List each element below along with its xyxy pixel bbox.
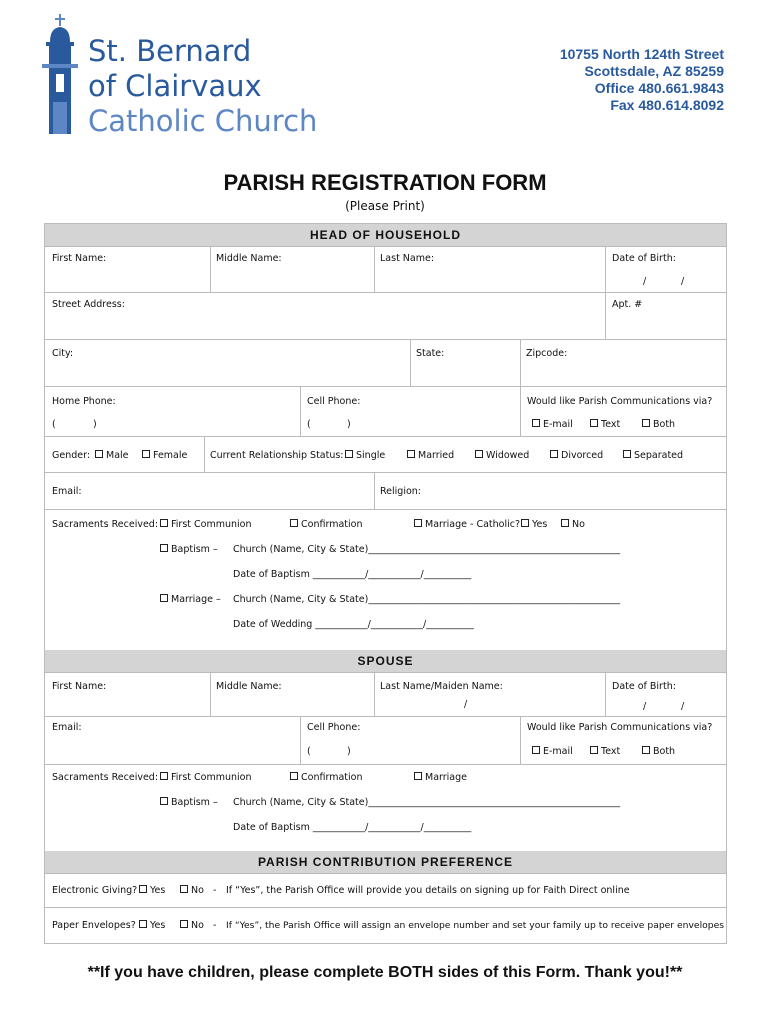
electronic-giving-label: Electronic Giving? [52, 885, 138, 896]
baptism-church-line[interactable]: Church (Name, City & State)_____________________________________________________ [233, 544, 621, 555]
checkbox[interactable] [142, 450, 150, 458]
option-label: Both [653, 746, 676, 757]
spouse-dob-label: Date of Birth: [612, 681, 676, 692]
paper-envelopes-label: Paper Envelopes? [52, 920, 136, 931]
apt-label: Apt. # [612, 299, 643, 310]
spouse-comm-both-option[interactable] [642, 746, 675, 757]
church-name-line3: Catholic Church [88, 104, 318, 138]
option-label: Female [153, 450, 188, 461]
head-of-household-header: HEAD OF HOUSEHOLD [45, 224, 726, 246]
option-label: Male [106, 450, 129, 461]
checkbox[interactable] [532, 419, 540, 427]
religion-label: Religion: [380, 486, 422, 497]
spouse-dob-slash: / [681, 701, 685, 712]
option-label: Text [601, 419, 621, 430]
option-label: No [191, 885, 204, 896]
spouse-cell-phone-label: Cell Phone: [307, 722, 361, 733]
option-label: No [191, 920, 204, 931]
checkbox[interactable] [139, 920, 147, 928]
paren-open: ( [307, 746, 311, 757]
spouse-email-label: Email: [52, 722, 82, 733]
checkbox[interactable] [521, 519, 529, 527]
checkbox[interactable] [407, 450, 415, 458]
spouse-confirmation-option[interactable] [290, 772, 362, 783]
checkbox[interactable] [139, 885, 147, 893]
checkbox[interactable] [561, 519, 569, 527]
separator-dash: - [213, 920, 217, 931]
sacraments-label: Sacraments Received: [52, 519, 159, 530]
status-widowed-option[interactable] [475, 450, 529, 461]
form-title: PARISH REGISTRATION FORM [223, 170, 547, 195]
spouse-dob-slash: / [643, 701, 647, 712]
email-label: Email: [52, 486, 82, 497]
option-label: Yes [150, 885, 166, 896]
option-label: Baptism – [171, 797, 218, 808]
paren-close: ) [347, 746, 351, 757]
spouse-middle-name-label: Middle Name: [216, 681, 282, 692]
option-label: Marriage - Catholic? [425, 519, 521, 530]
cell-phone-label: Cell Phone: [307, 396, 361, 407]
checkbox[interactable] [414, 519, 422, 527]
zipcode-label: Zipcode: [526, 348, 568, 359]
address-street: 10755 North 124th Street [559, 46, 724, 62]
option-label: Married [418, 450, 455, 461]
checkbox[interactable] [623, 450, 631, 458]
baptism-date-line[interactable]: Date of Baptism ___________/___________/__________ [233, 569, 472, 580]
spouse-last-name-label: Last Name/Maiden Name: [380, 681, 503, 692]
spouse-name-slash: / [464, 699, 468, 710]
paper-note: If “Yes”, the Parish Office will assign an envelope number and set your family up to receive paper envelopes [226, 920, 725, 931]
spouse-marriage-option[interactable] [414, 772, 467, 783]
middle-name-label: Middle Name: [216, 253, 282, 264]
checkbox[interactable] [180, 885, 188, 893]
paper-yes-option[interactable] [139, 920, 165, 931]
option-label: First Communion [171, 519, 252, 530]
spouse-comm-email-option[interactable] [532, 746, 573, 757]
option-label: Widowed [486, 450, 530, 461]
confirmation-option[interactable] [290, 519, 362, 530]
comm-both-option[interactable] [642, 419, 675, 430]
option-label: No [572, 519, 585, 530]
marriage-option[interactable] [160, 594, 221, 605]
paren-open: ( [307, 419, 311, 430]
address-fax: Fax 480.614.8092 [610, 97, 724, 113]
checkbox[interactable] [290, 519, 298, 527]
electronic-yes-option[interactable] [139, 885, 165, 896]
spouse-baptism-option[interactable] [160, 797, 218, 808]
communications-label: Would like Parish Communications via? [527, 396, 713, 407]
marriage-church-line[interactable]: Church (Name, City & State)_____________________________________________________ [233, 594, 621, 605]
checkbox[interactable] [160, 772, 168, 780]
state-label: State: [416, 348, 445, 359]
dob-label: Date of Birth: [612, 253, 676, 264]
checkbox[interactable] [475, 450, 483, 458]
address-office: Office 480.661.9843 [594, 80, 724, 96]
checkbox[interactable] [642, 419, 650, 427]
comm-email-option[interactable] [532, 419, 573, 430]
footer-note: **If you have children, please complete BOTH sides of this Form. Thank you!** [87, 964, 683, 981]
status-single-option[interactable] [345, 450, 385, 461]
spouse-baptism-date-line[interactable]: Date of Baptism ___________/___________/__________ [233, 822, 472, 833]
option-label: Marriage [425, 772, 467, 783]
contribution-header: PARISH CONTRIBUTION PREFERENCE [45, 851, 726, 873]
option-label: Yes [150, 920, 166, 931]
checkbox[interactable] [414, 772, 422, 780]
gender-male-option[interactable] [95, 450, 129, 461]
home-phone-label: Home Phone: [52, 396, 116, 407]
marriage-catholic-yes[interactable] [521, 519, 547, 530]
spouse-header: SPOUSE [45, 650, 726, 672]
checkbox[interactable] [290, 772, 298, 780]
paper-no-option[interactable] [180, 920, 204, 931]
option-label: Text [601, 746, 621, 757]
option-label: Baptism – [171, 544, 218, 555]
church-name-line1: St. Bernard [88, 34, 252, 68]
form-subtitle: (Please Print) [345, 199, 425, 213]
checkbox[interactable] [160, 519, 168, 527]
option-label: Single [356, 450, 386, 461]
first-name-label: First Name: [52, 253, 107, 264]
status-separated-option[interactable] [623, 450, 683, 461]
street-address-label: Street Address: [52, 299, 125, 310]
checkbox[interactable] [160, 544, 168, 552]
church-tower-icon [40, 14, 80, 134]
checkbox[interactable] [95, 450, 103, 458]
separator-dash: - [213, 885, 217, 896]
option-label: E-mail [543, 746, 573, 757]
spouse-first-communion-option[interactable] [160, 772, 251, 783]
spouse-sacraments-label: Sacraments Received: [52, 772, 159, 783]
spouse-baptism-church-line[interactable]: Church (Name, City & State)_____________________________________________________ [233, 797, 621, 808]
last-name-label: Last Name: [380, 253, 435, 264]
baptism-option[interactable] [160, 544, 218, 555]
checkbox[interactable] [160, 594, 168, 602]
option-label: First Communion [171, 772, 252, 783]
comm-text-option[interactable] [590, 419, 620, 430]
option-label: Confirmation [301, 772, 363, 783]
dob-slash: / [643, 276, 647, 287]
option-label: Yes [532, 519, 548, 530]
checkbox[interactable] [532, 746, 540, 754]
checkbox[interactable] [590, 419, 598, 427]
option-label: Separated [634, 450, 684, 461]
paren-close: ) [93, 419, 97, 430]
status-married-option[interactable] [407, 450, 454, 461]
checkbox[interactable] [642, 746, 650, 754]
option-label: Both [653, 419, 676, 430]
status-divorced-option[interactable] [550, 450, 603, 461]
gender-label: Gender: [52, 450, 91, 461]
first-communion-option[interactable] [160, 519, 251, 530]
option-label: E-mail [543, 419, 573, 430]
paren-close: ) [347, 419, 351, 430]
checkbox[interactable] [345, 450, 353, 458]
dob-slash: / [681, 276, 685, 287]
checkbox[interactable] [160, 797, 168, 805]
gender-female-option[interactable] [142, 450, 187, 461]
option-label: Confirmation [301, 519, 363, 530]
wedding-date-line[interactable]: Date of Wedding ___________/___________/__________ [233, 619, 474, 630]
marriage-catholic-no[interactable] [561, 519, 585, 530]
relationship-status-label: Current Relationship Status: [210, 450, 344, 461]
paren-open: ( [52, 419, 56, 430]
checkbox[interactable] [550, 450, 558, 458]
church-name-line2: of Clairvaux [88, 69, 262, 103]
city-label: City: [52, 348, 74, 359]
spouse-first-name-label: First Name: [52, 681, 107, 692]
registration-form [44, 223, 727, 944]
option-label: Divorced [561, 450, 604, 461]
checkbox[interactable] [590, 746, 598, 754]
spouse-comm-text-option[interactable] [590, 746, 620, 757]
option-label: Marriage – [171, 594, 221, 605]
address-city: Scottsdale, AZ 85259 [584, 63, 724, 79]
checkbox[interactable] [180, 920, 188, 928]
marriage-catholic-option[interactable] [414, 519, 520, 530]
spouse-communications-label: Would like Parish Communications via? [527, 722, 713, 733]
electronic-note: If “Yes”, the Parish Office will provide you details on signing up for Faith Direct online [226, 885, 630, 896]
electronic-no-option[interactable] [180, 885, 204, 896]
